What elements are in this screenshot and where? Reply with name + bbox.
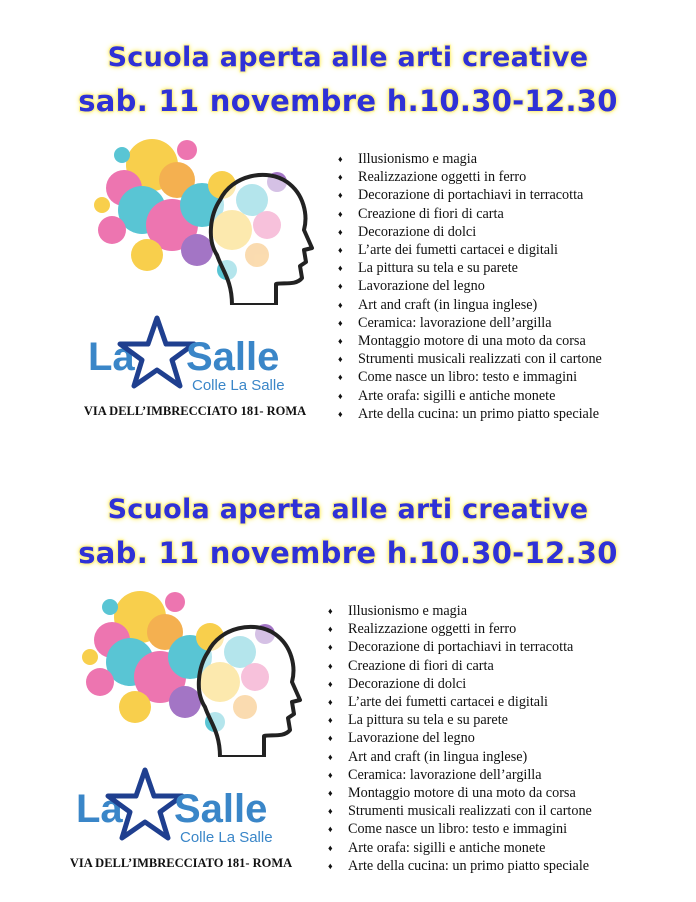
list-item: ♦ Realizzazione oggetti in ferro [338, 168, 602, 186]
head-silhouette-icon [211, 175, 312, 305]
la-salle-logo [84, 314, 294, 396]
list-item: ♦ Strumenti musicali realizzati con il cartone [338, 350, 602, 368]
flyer-title-line1: Scuola aperta alle arti creative [107, 494, 589, 525]
list-item: ♦ Come nasce un libro: testo e immagini [328, 820, 592, 838]
list-item: ♦ La pittura su tela e su parete [328, 711, 592, 729]
list-item: ♦ Strumenti musicali realizzati con il cartone [328, 802, 592, 820]
list-item: ♦ Decorazione di portachiavi in terracotta [338, 186, 602, 204]
creative-head-illustration [82, 130, 322, 305]
flyer-title-line1: Scuola aperta alle arti creative [107, 42, 589, 73]
logo-la: La [76, 787, 123, 831]
list-item: ♦ Decorazione di dolci [338, 223, 602, 241]
list-item: ♦ Decorazione di dolci [328, 675, 592, 693]
list-item: ♦ Ceramica: lavorazione dell’argilla [328, 766, 592, 784]
list-item: ♦ L’arte dei fumetti cartacei e digitali [328, 693, 592, 711]
list-item: ♦ Montaggio motore di una moto da corsa [328, 784, 592, 802]
list-item: ♦ Lavorazione del legno [338, 277, 602, 295]
list-item: ♦ Creazione di fiori di carta [338, 205, 602, 223]
logo-salle: Salle [174, 787, 268, 831]
list-item: ♦ Art and craft (in lingua inglese) [328, 748, 592, 766]
creative-head-illustration [70, 582, 310, 757]
list-item: ♦ L’arte dei fumetti cartacei e digitali [338, 241, 602, 259]
list-item: ♦ Creazione di fiori di carta [328, 657, 592, 675]
list-item: ♦ Arte orafa: sigilli e antiche monete [328, 839, 592, 857]
flyer-bottom [0, 452, 696, 902]
activities-list [328, 602, 592, 875]
logo-salle: Salle [186, 335, 280, 379]
list-item: ♦ Montaggio motore di una moto da corsa [338, 332, 602, 350]
list-item: ♦ Art and craft (in lingua inglese) [338, 296, 602, 314]
flyer-title-line2: sab. 11 novembre h.10.30-12.30 [78, 536, 618, 570]
logo-la: La [88, 335, 135, 379]
list-item: ♦ Arte della cucina: un primo piatto speciale [328, 857, 592, 875]
list-item: ♦ Illusionismo e magia [338, 150, 602, 168]
address: VIA DELL’IMBRECCIATO 181- ROMA [83, 404, 307, 418]
list-item: ♦ Arte della cucina: un primo piatto speciale [338, 405, 602, 423]
list-item: ♦ La pittura su tela e su parete [338, 259, 602, 277]
list-item: ♦ Realizzazione oggetti in ferro [328, 620, 592, 638]
logo-subtitle: Colle La Salle [180, 829, 273, 846]
list-item: ♦ Illusionismo e magia [328, 602, 592, 620]
flyer-top [0, 0, 696, 450]
list-item: ♦ Ceramica: lavorazione dell’argilla [338, 314, 602, 332]
flyer-title-line2: sab. 11 novembre h.10.30-12.30 [78, 84, 618, 118]
list-item: ♦ Lavorazione del legno [328, 729, 592, 747]
address: VIA DELL’IMBRECCIATO 181- ROMA [69, 856, 293, 870]
list-item: ♦ Decorazione di portachiavi in terracotta [328, 638, 592, 656]
logo-subtitle: Colle La Salle [192, 377, 285, 394]
list-item: ♦ Arte orafa: sigilli e antiche monete [338, 387, 602, 405]
la-salle-logo [72, 766, 282, 848]
activities-list [338, 150, 602, 423]
list-item: ♦ Come nasce un libro: testo e immagini [338, 368, 602, 386]
head-silhouette-icon [199, 627, 300, 757]
